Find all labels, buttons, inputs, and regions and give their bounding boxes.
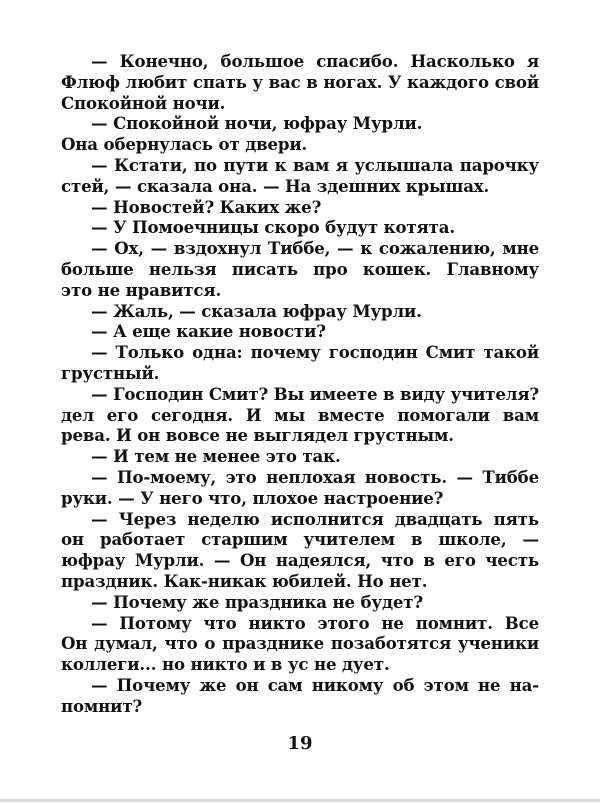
page-bottom-edge [0, 799, 600, 802]
text-line: Спокойной ночи. [61, 92, 226, 113]
text-line: коллеги... но никто и в ус не дует. [61, 654, 390, 675]
text-line: праздник. Как-никак юбилей. Но нет. [61, 570, 428, 591]
text-line: — По-моему, это неплохая новость. — Тиббе [91, 466, 539, 487]
text-line: Флюф любит спать у вас в ногах. У каждого свой [61, 71, 539, 92]
text-line: — Только одна: почему господин Смит такой [91, 342, 539, 363]
text-line: — Через неделю исполнится двадцать пять [91, 508, 539, 529]
text-line: грустный. [61, 362, 160, 383]
text-line: — Новостей? Каких же? [91, 196, 322, 217]
text-line: — Потому что никто этого не помнит. Все [91, 612, 539, 633]
book-page-text [61, 51, 539, 717]
text-line: рева. И он вовсе не выглядел грустным. [61, 425, 454, 446]
text-line: руки. — У него что, плохое настроение? [61, 487, 444, 508]
text-line: — Почему же он сам никому об этом не на- [91, 674, 539, 695]
text-line: юфрау Мурли. — Он надеялся, что в его честь [61, 550, 539, 571]
text-line: дел его сегодня. И мы вместе помогали вам [61, 404, 539, 425]
text-line: — Жаль, — сказала юфрау Мурли. [91, 300, 422, 321]
text-line: — Спокойной ночи, юфрау Мурли. [91, 113, 423, 134]
text-line: — Ох, — вздохнул Тиббе, — к сожалению, мне [91, 238, 539, 259]
text-line: Он думал, что о празднике позаботятся ученики [61, 633, 539, 654]
text-line: — И тем не менее это так. [91, 446, 341, 467]
text-line: — Почему же праздника не будет? [91, 591, 423, 612]
text-line: — Господин Смит? Вы имеете в виду учителя? [91, 383, 539, 404]
text-line: стей, — сказала она. — На здешних крышах. [61, 175, 490, 196]
text-line: Она обернулась от двери. [61, 134, 308, 155]
text-line: помнит? [61, 695, 143, 716]
text-line: он работает старшим учителем в школе, — [61, 529, 539, 550]
text-line: — Кстати, по пути к вам я услышала парочку [91, 154, 539, 175]
text-line: больше нельзя писать про кошек. Главному [61, 258, 539, 279]
page-number: 19 [287, 733, 313, 754]
text-line: это не нравится. [61, 279, 222, 300]
text-line: — Конечно, большое спасибо. Насколько я [91, 51, 539, 71]
text-line: — А еще какие новости? [91, 321, 326, 342]
text-line: — У Помоечницы скоро будут котята. [91, 217, 455, 238]
